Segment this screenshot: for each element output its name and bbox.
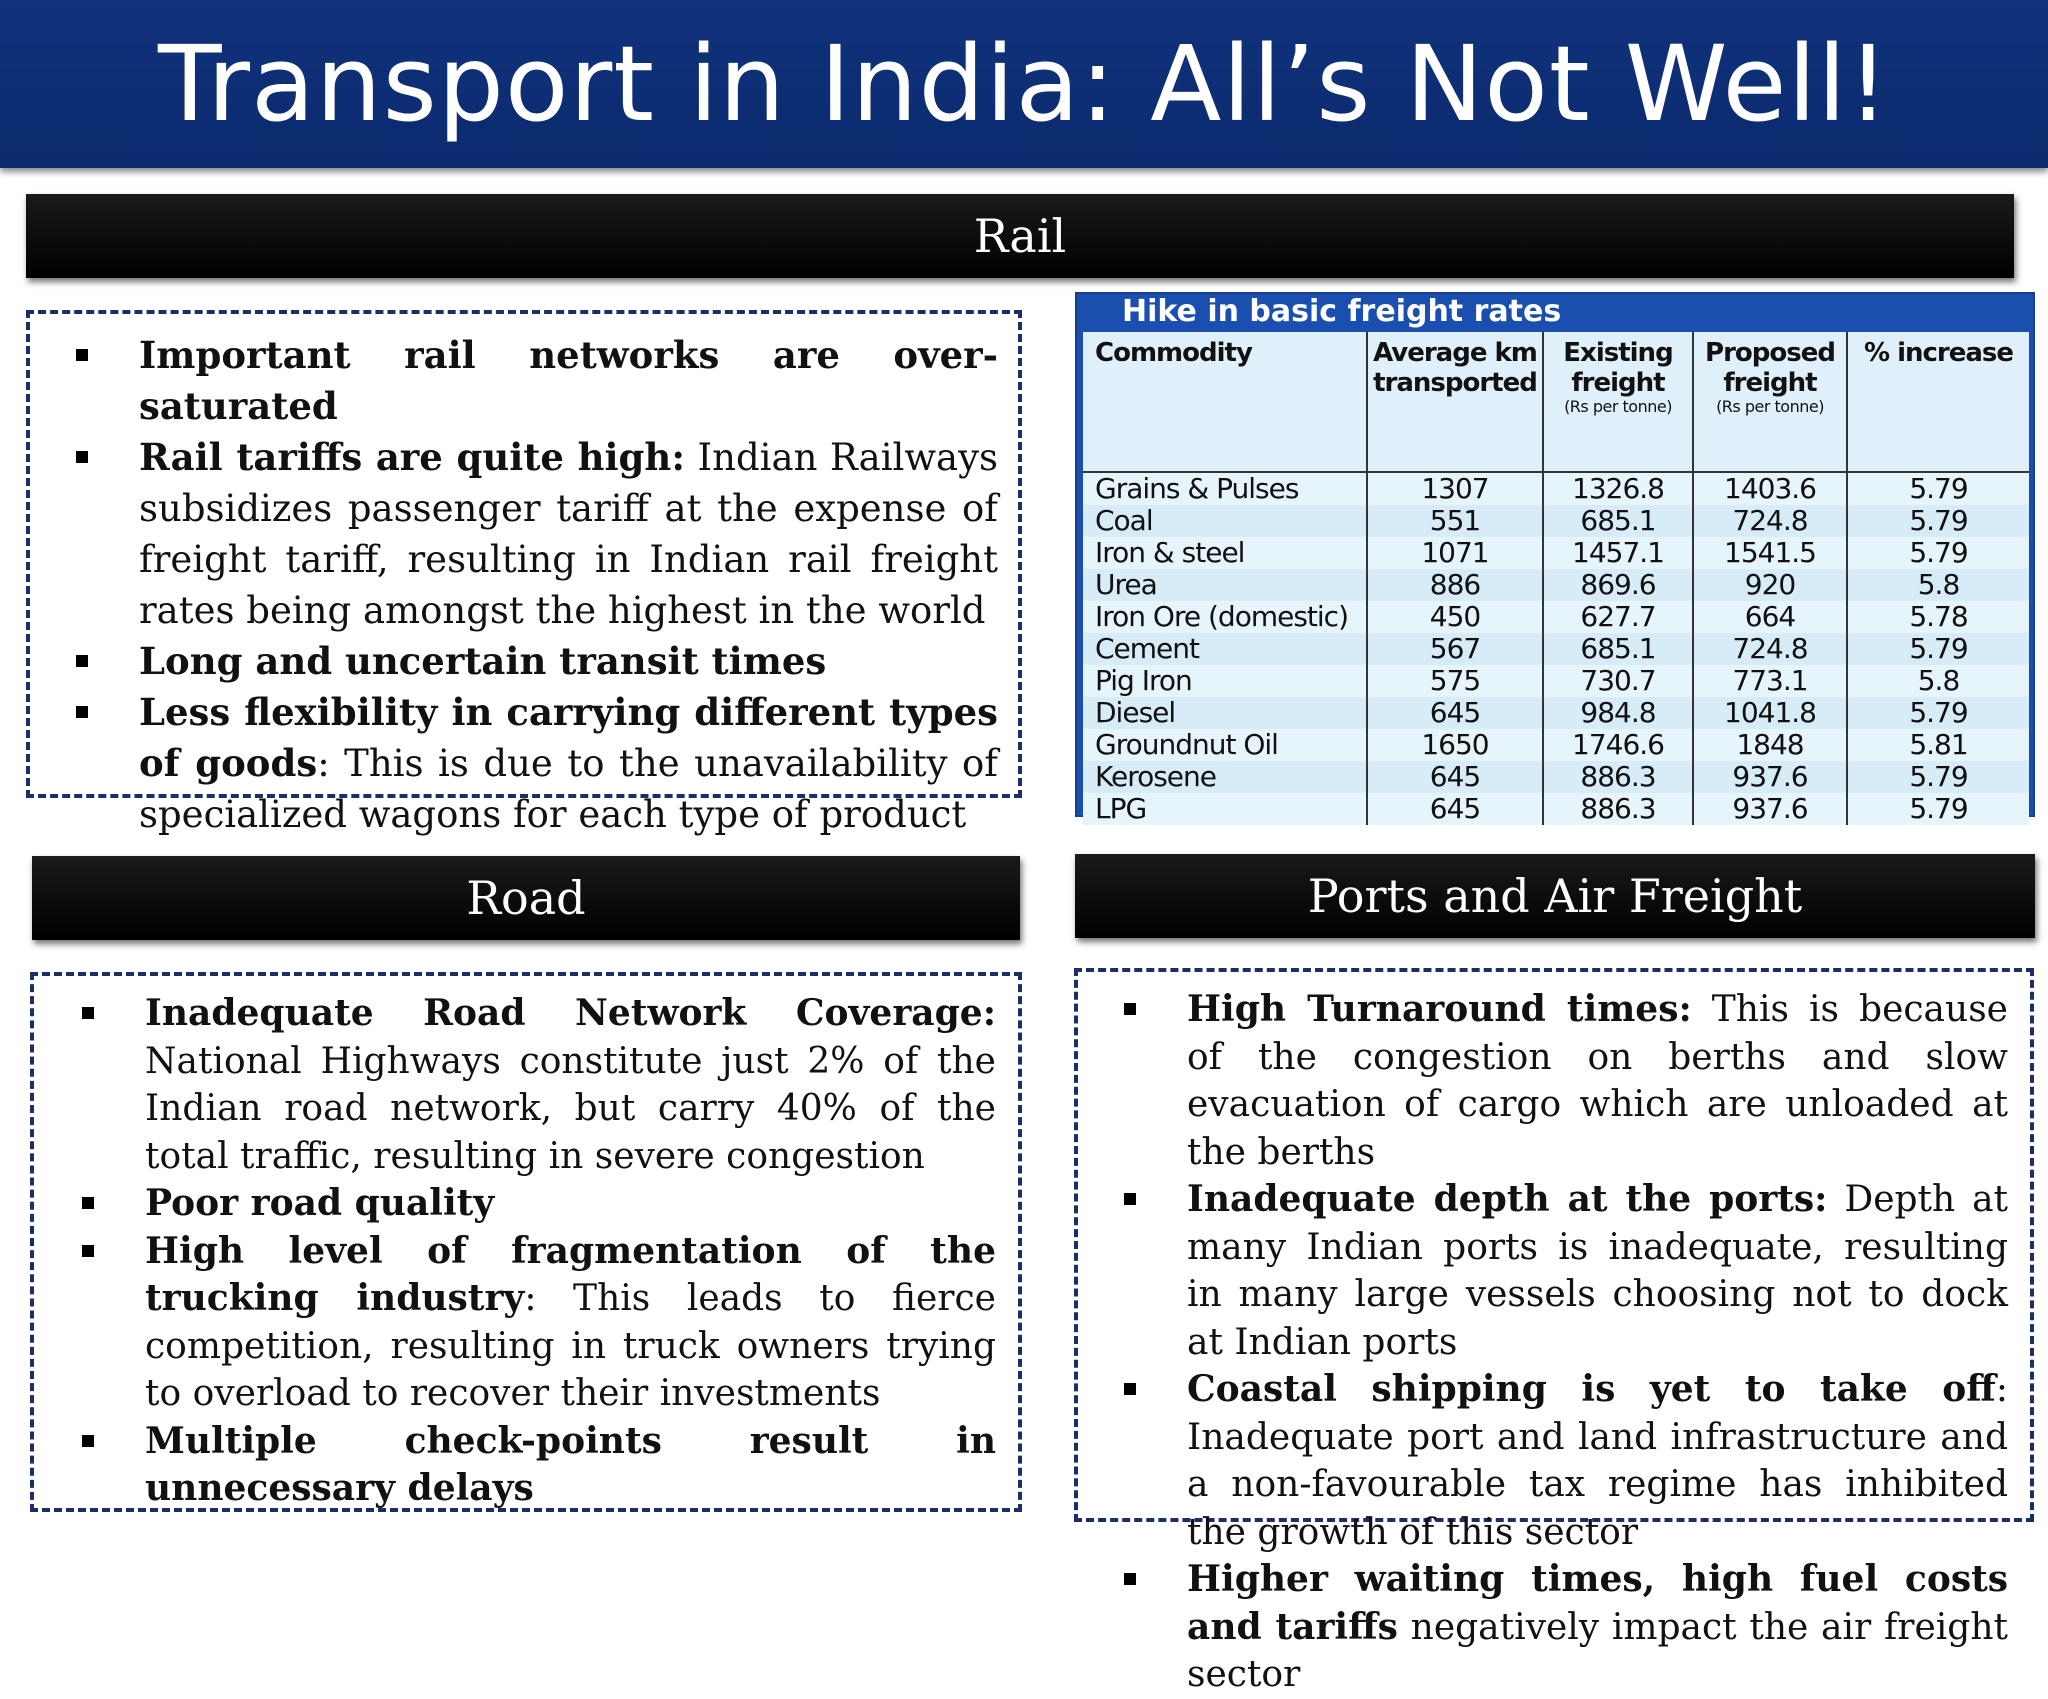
- value-cell: 575: [1367, 665, 1543, 697]
- road-bullet: Inadequate Road Network Coverage: National Highways constitute just 2% of the Indian road network, but carry 40% of the total traffic, resulting in severe congestion: [60, 990, 996, 1180]
- rail-header: [26, 194, 2014, 278]
- page-title: Transport in India: All’s Not Well!: [158, 23, 1890, 145]
- column-header: Proposed freight (Rs per tonne): [1693, 332, 1847, 472]
- table-row: [1083, 665, 2029, 697]
- rail-bullet: Less flexibility in carrying different types of goods: This is due to the unavailability of specialized wagons for each type of product: [54, 687, 998, 840]
- freight-rates-table: [1083, 332, 2029, 825]
- value-cell: 1041.8: [1693, 697, 1847, 729]
- commodity-cell: Diesel: [1083, 697, 1367, 729]
- rail-bullet: Rail tariffs are quite high: Indian Railways subsidizes passenger tariff at the expense of freight tariff, resulting in Indian rail freight rates being amongst the highest in the world: [54, 432, 998, 636]
- value-cell: 450: [1367, 601, 1543, 633]
- column-header: Average km transported: [1367, 332, 1543, 472]
- road-panel: [30, 972, 1022, 1512]
- value-cell: 724.8: [1693, 633, 1847, 665]
- table-row: [1083, 505, 2029, 537]
- value-cell: 984.8: [1543, 697, 1693, 729]
- table-row: [1083, 729, 2029, 761]
- table-header-row: [1083, 332, 2029, 472]
- commodity-cell: Grains & Pulses: [1083, 472, 1367, 505]
- commodity-cell: Cement: [1083, 633, 1367, 665]
- road-header-label: Road: [466, 871, 586, 925]
- table-row: [1083, 761, 2029, 793]
- value-cell: 1848: [1693, 729, 1847, 761]
- table-row: [1083, 537, 2029, 569]
- road-bullet: Multiple check-points result in unnecessary delays: [60, 1418, 996, 1513]
- value-cell: 5.79: [1847, 697, 2029, 729]
- value-cell: 5.79: [1847, 761, 2029, 793]
- value-cell: 5.8: [1847, 665, 2029, 697]
- value-cell: 567: [1367, 633, 1543, 665]
- value-cell: 627.7: [1543, 601, 1693, 633]
- freight-table-title: Hike in basic freight rates: [1122, 294, 1562, 329]
- value-cell: 1307: [1367, 472, 1543, 505]
- value-cell: 5.81: [1847, 729, 2029, 761]
- ports-bullet: Coastal shipping is yet to take off: Inadequate port and land infrastructure and a non-favourable tax regime has inhibited the growth of this sector: [1102, 1366, 2008, 1556]
- value-cell: 5.8: [1847, 569, 2029, 601]
- ports-bullet: Higher waiting times, high fuel costs and tariffs negatively impact the air freight sector: [1102, 1556, 2008, 1699]
- value-cell: 773.1: [1693, 665, 1847, 697]
- ports-panel: [1074, 968, 2034, 1695]
- value-cell: 685.1: [1543, 633, 1693, 665]
- commodity-cell: Groundnut Oil: [1083, 729, 1367, 761]
- value-cell: 724.8: [1693, 505, 1847, 537]
- value-cell: 937.6: [1693, 761, 1847, 793]
- value-cell: 645: [1367, 697, 1543, 729]
- ports-bullet: Inadequate depth at the ports: Depth at many Indian ports is inadequate, resulting in many large vessels choosing not to dock at Indian ports: [1102, 1176, 2008, 1366]
- commodity-cell: Kerosene: [1083, 761, 1367, 793]
- value-cell: 1746.6: [1543, 729, 1693, 761]
- rail-panel: [26, 310, 1022, 836]
- column-header: Commodity: [1083, 332, 1367, 472]
- value-cell: 5.79: [1847, 633, 2029, 665]
- column-header: Existing freight (Rs per tonne): [1543, 332, 1693, 472]
- table-row: [1083, 601, 2029, 633]
- commodity-cell: Iron Ore (domestic): [1083, 601, 1367, 633]
- value-cell: 937.6: [1693, 793, 1847, 825]
- value-cell: 5.79: [1847, 505, 2029, 537]
- ports-header-label: Ports and Air Freight: [1307, 869, 1803, 923]
- ports-header: [1075, 854, 2035, 938]
- value-cell: 645: [1367, 761, 1543, 793]
- value-cell: 1541.5: [1693, 537, 1847, 569]
- value-cell: 664: [1693, 601, 1847, 633]
- value-cell: 886.3: [1543, 793, 1693, 825]
- rail-bullet: Long and uncertain transit times: [54, 636, 998, 687]
- rail-bullet: Important rail networks are over-saturated: [54, 330, 998, 432]
- table-row: [1083, 793, 2029, 825]
- commodity-cell: Pig Iron: [1083, 665, 1367, 697]
- value-cell: 730.7: [1543, 665, 1693, 697]
- ports-bullet: High Turnaround times: This is because of the congestion on berths and slow evacuation of cargo which are unloaded at the berths: [1102, 986, 2008, 1176]
- rail-header-label: Rail: [973, 209, 1067, 263]
- value-cell: 1457.1: [1543, 537, 1693, 569]
- value-cell: 5.79: [1847, 537, 2029, 569]
- value-cell: 886: [1367, 569, 1543, 601]
- value-cell: 886.3: [1543, 761, 1693, 793]
- value-cell: 920: [1693, 569, 1847, 601]
- commodity-cell: Coal: [1083, 505, 1367, 537]
- commodity-cell: Iron & steel: [1083, 537, 1367, 569]
- table-row: [1083, 697, 2029, 729]
- table-row: [1083, 633, 2029, 665]
- value-cell: 869.6: [1543, 569, 1693, 601]
- table-row: [1083, 569, 2029, 601]
- value-cell: 1326.8: [1543, 472, 1693, 505]
- road-bullet-list: [60, 990, 996, 1513]
- road-bullet: High level of fragmentation of the trucking industry: This leads to fierce competition, resulting in truck owners trying to overload to recover their investments: [60, 1228, 996, 1418]
- freight-rates-table-figure: [1075, 292, 2035, 825]
- value-cell: 5.79: [1847, 793, 2029, 825]
- table-row: [1083, 472, 2029, 505]
- road-header: [32, 856, 1020, 940]
- commodity-cell: LPG: [1083, 793, 1367, 825]
- value-cell: 5.79: [1847, 472, 2029, 505]
- value-cell: 1403.6: [1693, 472, 1847, 505]
- value-cell: 1071: [1367, 537, 1543, 569]
- value-cell: 551: [1367, 505, 1543, 537]
- value-cell: 685.1: [1543, 505, 1693, 537]
- title-bar: [0, 0, 2048, 168]
- column-header: % increase: [1847, 332, 2029, 472]
- value-cell: 5.78: [1847, 601, 2029, 633]
- ports-bullet-list: [1102, 986, 2008, 1699]
- value-cell: 1650: [1367, 729, 1543, 761]
- rail-bullet-list: [54, 330, 998, 840]
- commodity-cell: Urea: [1083, 569, 1367, 601]
- value-cell: 645: [1367, 793, 1543, 825]
- road-bullet: Poor road quality: [60, 1180, 996, 1228]
